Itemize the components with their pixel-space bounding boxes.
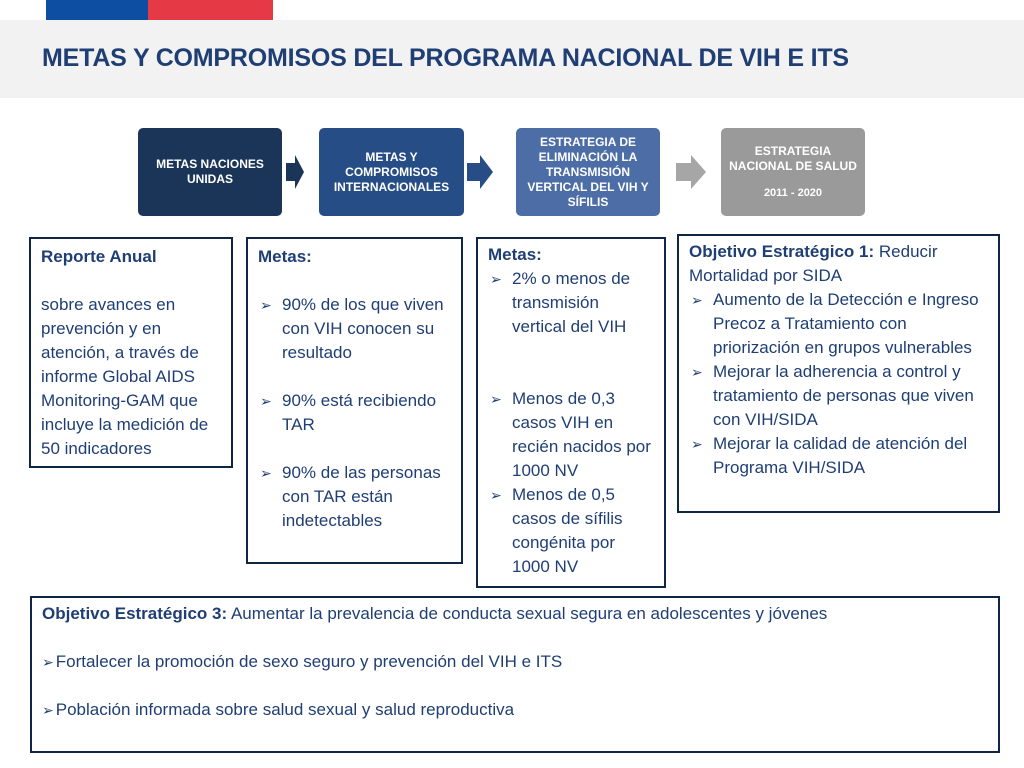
metas-eliminacion-box: [476, 237, 666, 588]
list-item: ➢ Menos de 0,3 casos VIH en recién nacidos por 1000 NV: [490, 389, 651, 480]
list-item: ➢ Menos de 0,5 casos de sífilis congénita por 1000 NV: [490, 485, 623, 576]
metas-naciones-box: [246, 237, 463, 564]
box-heading-line: [689, 240, 988, 288]
list-item: ➢ Mejorar la calidad de atención del Programa VIH/SIDA: [691, 434, 968, 477]
arrow-bullet-icon: ➢: [691, 292, 703, 308]
step-sublabel: 2011 - 2020: [763, 186, 823, 199]
list-item: ➢ Mejorar la adherencia a control y tratamiento de personas que viven con VIH/SIDA: [691, 362, 974, 429]
box-heading: Objetivo Estratégico 1:: [689, 242, 875, 261]
step-label: METAS Y COMPROMISOS INTERNACIONALES: [333, 149, 450, 194]
reporte-anual-box: [29, 237, 233, 468]
box-body: sobre avances en prevención y en atención, a través de informe Global AIDS Monitoring-GAM que incluye la medición de 50 indicadores: [41, 295, 209, 458]
arrow-bullet-icon: ➢: [42, 702, 54, 718]
box-heading-line: [42, 602, 988, 626]
flag-stripe-red: [148, 0, 273, 20]
step-metas-internacionales: [319, 128, 464, 216]
step-label: ESTRATEGIA NACIONAL DE SALUD: [729, 143, 857, 173]
page-title: METAS Y COMPROMISOS DEL PROGRAMA NACIONAL DE VIH E ITS: [42, 44, 849, 72]
list-item: ➢ 90% de las personas con TAR están indetectables: [260, 463, 441, 530]
arrow-bullet-icon: ➢: [490, 391, 502, 407]
box-heading: Metas:: [258, 247, 312, 266]
list-item: ➢ Población informada sobre salud sexual y salud reproductiva: [42, 700, 515, 719]
box-heading-rest: Reducir Mortalidad por SIDA: [689, 242, 938, 285]
step-label: METAS NACIONES UNIDAS: [156, 157, 264, 186]
arrow-bullet-icon: ➢: [691, 364, 703, 380]
box-heading: Reporte Anual: [41, 247, 157, 266]
step-label: ESTRATEGIA DE ELIMINACIÓN LA TRANSMISIÓN VERTICAL DEL VIH Y SÍFILIS: [527, 134, 649, 209]
step-estrategia-nacional: [721, 128, 865, 216]
arrow-bullet-icon: ➢: [490, 487, 502, 503]
arrow-bullet-icon: ➢: [260, 297, 272, 313]
right-arrow-icon: [676, 155, 706, 189]
box-heading: Objetivo Estratégico 3:: [42, 604, 228, 623]
list-item: ➢ 2% o menos de transmisión vertical del VIH: [490, 269, 631, 336]
arrow-bullet-icon: ➢: [260, 393, 272, 409]
list-item: ➢ Fortalecer la promoción de sexo seguro y prevención del VIH e ITS: [42, 652, 563, 671]
list-item: ➢ Aumento de la Detección e Ingreso Precoz a Tratamiento con priorización en grupos vulnerables: [691, 290, 979, 357]
box-heading: Metas:: [488, 245, 542, 264]
list-item: ➢ 90% de los que viven con VIH conocen su resultado: [260, 295, 444, 362]
arrow-bullet-icon: ➢: [42, 654, 54, 670]
right-arrow-icon: [467, 155, 493, 189]
step-eliminacion-transmision: [516, 128, 660, 216]
right-arrow-icon: [286, 155, 304, 189]
box-heading-rest: Aumentar la prevalencia de conducta sexual segura en adolescentes y jóvenes: [227, 604, 828, 623]
flag-stripe-blue: [46, 0, 148, 20]
arrow-bullet-icon: ➢: [490, 271, 502, 287]
step-naciones-unidas: [138, 128, 282, 216]
arrow-bullet-icon: ➢: [260, 465, 272, 481]
objetivo-estrategico-1-box: [677, 234, 1000, 513]
list-item: ➢ 90% está recibiendo TAR: [260, 391, 437, 434]
objetivo-estrategico-3-box: [30, 596, 1000, 753]
arrow-bullet-icon: ➢: [691, 436, 703, 452]
